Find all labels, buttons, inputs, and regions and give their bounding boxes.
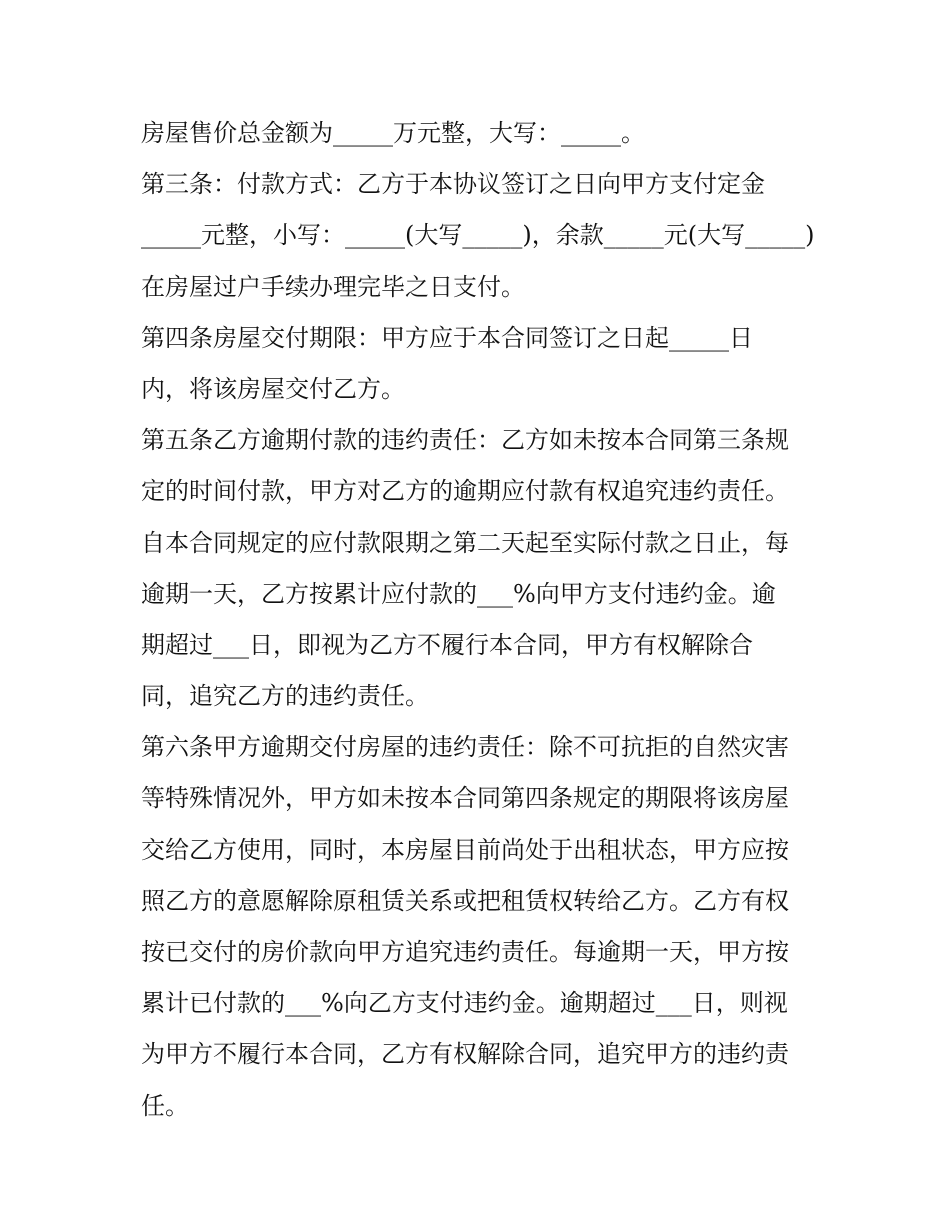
text-line: 按已交付的房价款向甲方追究违约责任。每逾期一天，甲方按 (141, 938, 789, 966)
text-line: 逾期一天，乙方按累计应付款的___%向甲方支付违约金。逾 (141, 579, 776, 608)
contract-text (141, 108, 821, 1132)
text-line: 同，追究乙方的违约责任。 (141, 682, 429, 711)
text-line: 定的时间付款，甲方对乙方的逾期应付款有权追究违约责任。 (141, 477, 789, 506)
text-line: _____元整，小写：_____(大写_____)，余款_____元(大写_____) (141, 221, 815, 250)
text-line: 在房屋过户手续办理完毕之日支付。 (141, 272, 525, 301)
text-line: 第五条乙方逾期付款的违约责任：乙方如未按本合同第三条规 (141, 426, 789, 455)
text-line: 交给乙方使用，同时，本房屋目前尚处于出租状态，甲方应按 (141, 835, 789, 864)
text-line: 为甲方不履行本合同，乙方有权解除合同，追究甲方的违约责 (141, 1040, 789, 1069)
text-line: 累计已付款的___%向乙方支付违约金。逾期超过___日，则视 (141, 989, 788, 1018)
text-line: 等特殊情况外，甲方如未按本合同第四条规定的期限将该房屋 (141, 784, 789, 813)
text-line: 第六条甲方逾期交付房屋的违约责任：除不可抗拒的自然灾害 (141, 733, 789, 762)
text-line: 第三条：付款方式：乙方于本协议签订之日向甲方支付定金 (141, 170, 765, 199)
text-line: 内，将该房屋交付乙方。 (141, 374, 405, 403)
text-line: 第四条房屋交付期限：甲方应于本合同签订之日起_____日 (141, 323, 753, 352)
text-line: 期超过___日，即视为乙方不履行本合同，甲方有权解除合 (141, 630, 753, 659)
text-line: 照乙方的意愿解除原租赁关系或把租赁权转给乙方。乙方有权 (141, 886, 789, 915)
text-line: 任。 (141, 1091, 189, 1120)
text-line: 房屋售价总金额为_____万元整，大写：_____。 (141, 119, 645, 147)
text-line: 自本合同规定的应付款限期之第二天起至实际付款之日止，每 (141, 528, 789, 557)
